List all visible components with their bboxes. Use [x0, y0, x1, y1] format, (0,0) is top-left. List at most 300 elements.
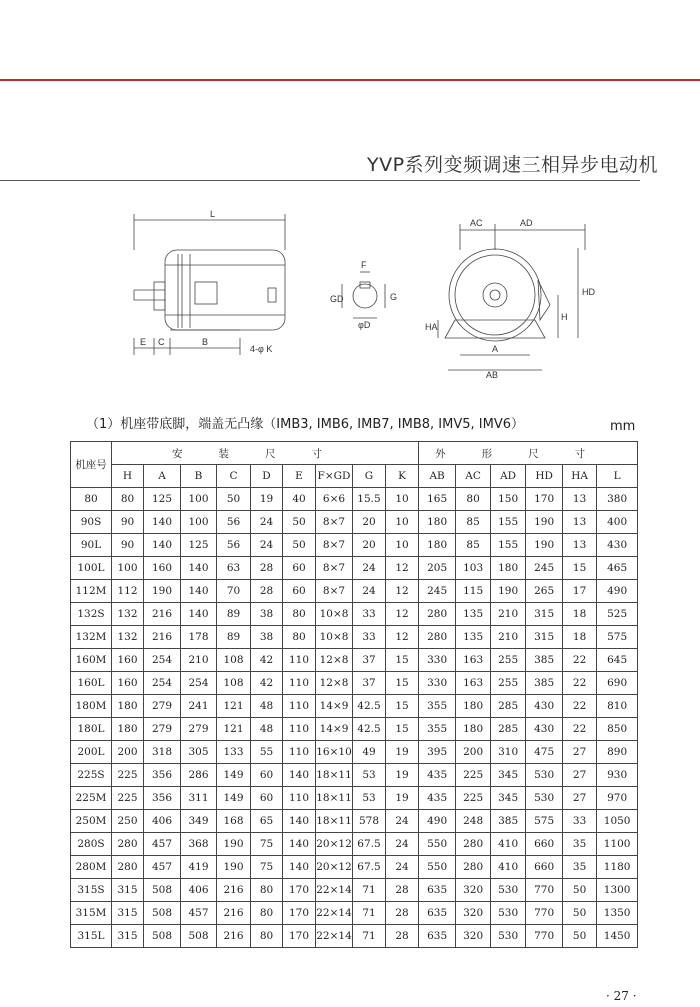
table-cell: 50: [283, 511, 316, 534]
table-cell: 37: [353, 672, 386, 695]
table-cell: 508: [144, 925, 181, 948]
dim-C: C: [158, 337, 165, 347]
table-cell: 18×11: [316, 787, 353, 810]
table-cell: 255: [491, 672, 526, 695]
column-header: B: [181, 465, 217, 488]
table-cell: 140: [181, 557, 217, 580]
table-cell: 12: [386, 557, 419, 580]
table-cell: 430: [597, 534, 638, 557]
table-cell: 20×12: [316, 856, 353, 879]
table-cell: 210: [491, 626, 526, 649]
table-cell: 355: [419, 695, 456, 718]
table-group-header-row: [71, 442, 638, 465]
table-cell: 15: [386, 718, 419, 741]
table-cell: 635: [419, 879, 456, 902]
table-cell: 330: [419, 672, 456, 695]
table-cell: 13: [563, 488, 597, 511]
table-cell: 318: [144, 741, 181, 764]
dim-GD: GD: [330, 294, 344, 304]
table-cell: 90: [112, 511, 144, 534]
table-cell: 254: [181, 672, 217, 695]
table-cell: 12: [386, 580, 419, 603]
table-cell: 67.5: [353, 833, 386, 856]
table-cell: 49: [353, 741, 386, 764]
table-cell: 22: [563, 649, 597, 672]
table-cell: 27: [563, 741, 597, 764]
table-cell: 550: [419, 856, 456, 879]
table-cell: 24: [251, 534, 283, 557]
column-header: HD: [526, 465, 563, 488]
table-cell: 475: [526, 741, 563, 764]
frame-size-cell: 80: [71, 488, 112, 511]
table-cell: 320: [456, 925, 491, 948]
table-cell: 19: [386, 787, 419, 810]
table-cell: 17: [563, 580, 597, 603]
frame-size-cell: 132S: [71, 603, 112, 626]
table-cell: 100: [112, 557, 144, 580]
table-cell: 24: [353, 580, 386, 603]
table-cell: 345: [491, 764, 526, 787]
table-row: [71, 557, 638, 580]
table-cell: 24: [386, 810, 419, 833]
table-cell: 67.5: [353, 856, 386, 879]
table-cell: 140: [181, 603, 217, 626]
table-cell: 55: [251, 741, 283, 764]
column-header: HA: [563, 465, 597, 488]
table-cell: 80: [456, 488, 491, 511]
table-cell: 110: [283, 741, 316, 764]
dim-G: G: [390, 292, 398, 302]
table-cell: 205: [419, 557, 456, 580]
table-cell: 28: [251, 580, 283, 603]
table-cell: 14×9: [316, 718, 353, 741]
table-cell: 508: [144, 879, 181, 902]
dim-L: L: [210, 210, 216, 219]
frame-size-cell: 315S: [71, 879, 112, 902]
table-cell: 50: [217, 488, 251, 511]
table-cell: 170: [283, 925, 316, 948]
table-cell: 80: [251, 925, 283, 948]
frame-size-cell: 225M: [71, 787, 112, 810]
table-cell: 60: [251, 787, 283, 810]
dim-E: E: [140, 337, 147, 347]
table-cell: 140: [181, 580, 217, 603]
table-cell: 190: [217, 833, 251, 856]
table-cell: 330: [419, 649, 456, 672]
table-body: [71, 488, 638, 948]
table-cell: 22×14: [316, 879, 353, 902]
table-cell: 180: [112, 695, 144, 718]
table-cell: 132: [112, 603, 144, 626]
table-cell: 160: [112, 672, 144, 695]
table-cell: 508: [144, 902, 181, 925]
frame-size-cell: 180L: [71, 718, 112, 741]
column-header: E: [283, 465, 316, 488]
table-cell: 180: [456, 695, 491, 718]
table-cell: 160: [144, 557, 181, 580]
table-cell: 457: [181, 902, 217, 925]
table-cell: 100: [181, 511, 217, 534]
table-cell: 575: [597, 626, 638, 649]
table-row: [71, 787, 638, 810]
column-header: K: [386, 465, 419, 488]
table-cell: 180: [419, 511, 456, 534]
table-cell: 1050: [597, 810, 638, 833]
table-cell: 112: [112, 580, 144, 603]
table-cell: 530: [526, 764, 563, 787]
dim-HD: HD: [582, 287, 595, 297]
table-cell: 22: [563, 718, 597, 741]
table-cell: 770: [526, 925, 563, 948]
table-cell: 108: [217, 649, 251, 672]
table-cell: 103: [456, 557, 491, 580]
table-cell: 60: [283, 580, 316, 603]
table-cell: 60: [251, 764, 283, 787]
table-cell: 70: [217, 580, 251, 603]
table-cell: 35: [563, 833, 597, 856]
table-row: [71, 626, 638, 649]
dim-AD: AD: [520, 218, 533, 228]
column-header: C: [217, 465, 251, 488]
table-cell: 245: [419, 580, 456, 603]
table-cell: 12×8: [316, 672, 353, 695]
dim-AC: AC: [470, 218, 483, 228]
dim-AB: AB: [486, 370, 499, 380]
frame-size-cell: 200L: [71, 741, 112, 764]
column-header: F×GD: [316, 465, 353, 488]
table-cell: 216: [217, 902, 251, 925]
column-header: D: [251, 465, 283, 488]
table-cell: 149: [217, 787, 251, 810]
frame-size-cell: 100L: [71, 557, 112, 580]
table-cell: 216: [217, 879, 251, 902]
table-cell: 1450: [597, 925, 638, 948]
table-cell: 80: [251, 902, 283, 925]
table-column-header-row: [71, 465, 638, 488]
table-cell: 110: [283, 787, 316, 810]
dim-A: A: [492, 344, 499, 354]
table-cell: 140: [283, 856, 316, 879]
table-cell: 24: [386, 833, 419, 856]
table-cell: 349: [181, 810, 217, 833]
table-cell: 38: [251, 626, 283, 649]
table-cell: 160: [112, 649, 144, 672]
table-cell: 33: [563, 810, 597, 833]
table-cell: 65: [251, 810, 283, 833]
table-cell: 155: [491, 511, 526, 534]
table-cell: 24: [353, 557, 386, 580]
table-cell: 22×14: [316, 925, 353, 948]
table-cell: 10×8: [316, 603, 353, 626]
table-cell: 38: [251, 603, 283, 626]
table-cell: 435: [419, 764, 456, 787]
table-cell: 356: [144, 764, 181, 787]
table-cell: 56: [217, 534, 251, 557]
table-cell: 190: [144, 580, 181, 603]
table-cell: 14×9: [316, 695, 353, 718]
table-cell: 368: [181, 833, 217, 856]
table-cell: 33: [353, 603, 386, 626]
table-cell: 180: [419, 534, 456, 557]
table-cell: 410: [491, 833, 526, 856]
table-cell: 163: [456, 672, 491, 695]
table-cell: 279: [144, 718, 181, 741]
dim-H: H: [561, 312, 568, 322]
table-cell: 20: [353, 511, 386, 534]
table-cell: 690: [597, 672, 638, 695]
table-cell: 635: [419, 902, 456, 925]
table-cell: 18: [563, 603, 597, 626]
table-cell: 525: [597, 603, 638, 626]
table-cell: 13: [563, 534, 597, 557]
table-cell: 48: [251, 695, 283, 718]
table-cell: 490: [419, 810, 456, 833]
table-row: [71, 488, 638, 511]
table-cell: 35: [563, 856, 597, 879]
table-cell: 90: [112, 534, 144, 557]
table-cell: 190: [526, 534, 563, 557]
column-header: L: [597, 465, 638, 488]
table-cell: 406: [181, 879, 217, 902]
table-cell: 310: [491, 741, 526, 764]
table-cell: 80: [283, 626, 316, 649]
table-cell: 241: [181, 695, 217, 718]
frame-size-cell: 225S: [71, 764, 112, 787]
table-cell: 575: [526, 810, 563, 833]
top-red-rule: [0, 79, 700, 81]
table-cell: 285: [491, 695, 526, 718]
table-cell: 315: [526, 603, 563, 626]
table-cell: 356: [144, 787, 181, 810]
table-cell: 770: [526, 902, 563, 925]
table-cell: 660: [526, 856, 563, 879]
table-cell: 12: [386, 603, 419, 626]
table-cell: 190: [491, 580, 526, 603]
table-cell: 311: [181, 787, 217, 810]
table-cell: 315: [112, 879, 144, 902]
table-cell: 15: [563, 557, 597, 580]
table-cell: 170: [526, 488, 563, 511]
table-cell: 490: [597, 580, 638, 603]
table-cell: 190: [217, 856, 251, 879]
table-cell: 210: [181, 649, 217, 672]
table-cell: 75: [251, 833, 283, 856]
table-cell: 225: [112, 764, 144, 787]
table-cell: 395: [419, 741, 456, 764]
table-cell: 53: [353, 764, 386, 787]
table-cell: 280: [419, 603, 456, 626]
table-cell: 18×11: [316, 764, 353, 787]
table-cell: 110: [283, 672, 316, 695]
table-row: [71, 879, 638, 902]
table-row: [71, 925, 638, 948]
column-header: AB: [419, 465, 456, 488]
table-cell: 155: [491, 534, 526, 557]
table-cell: 8×7: [316, 511, 353, 534]
table-cell: 279: [144, 695, 181, 718]
table-row: [71, 810, 638, 833]
frame-size-cell: 250M: [71, 810, 112, 833]
column-header: A: [144, 465, 181, 488]
frame-size-cell: 180M: [71, 695, 112, 718]
table-cell: 28: [386, 902, 419, 925]
dim-F: F: [361, 260, 367, 270]
motor-dimension-drawing: [120, 210, 600, 385]
table-cell: 660: [526, 833, 563, 856]
table-cell: 85: [456, 511, 491, 534]
side-view: [134, 214, 285, 355]
table-cell: 110: [283, 649, 316, 672]
table-cell: 42.5: [353, 718, 386, 741]
table-cell: 280: [112, 833, 144, 856]
table-cell: 24: [251, 511, 283, 534]
table-cell: 63: [217, 557, 251, 580]
table-cell: 8×7: [316, 557, 353, 580]
table-cell: 645: [597, 649, 638, 672]
table-cell: 1100: [597, 833, 638, 856]
frame-size-cell: 132M: [71, 626, 112, 649]
table-cell: 71: [353, 925, 386, 948]
table-cell: 121: [217, 718, 251, 741]
table-cell: 225: [112, 787, 144, 810]
table-cell: 115: [456, 580, 491, 603]
frame-size-cell: 315M: [71, 902, 112, 925]
table-cell: 42: [251, 672, 283, 695]
table-cell: 286: [181, 764, 217, 787]
table-cell: 75: [251, 856, 283, 879]
table-cell: 200: [456, 741, 491, 764]
front-view: [438, 224, 585, 370]
frame-size-cell: 280S: [71, 833, 112, 856]
table-cell: 110: [283, 718, 316, 741]
table-cell: 19: [386, 741, 419, 764]
table-cell: 245: [526, 557, 563, 580]
table-cell: 50: [283, 534, 316, 557]
table-cell: 140: [144, 511, 181, 534]
table-cell: 10×8: [316, 626, 353, 649]
table-cell: 42.5: [353, 695, 386, 718]
column-header: AD: [491, 465, 526, 488]
table-cell: 12×8: [316, 649, 353, 672]
table-cell: 150: [491, 488, 526, 511]
table-cell: 406: [144, 810, 181, 833]
table-cell: 50: [563, 902, 597, 925]
table-cell: 400: [597, 511, 638, 534]
table-cell: 279: [181, 718, 217, 741]
header-divider: [0, 180, 640, 181]
table-cell: 22×14: [316, 902, 353, 925]
table-cell: 80: [112, 488, 144, 511]
table-cell: 12: [386, 626, 419, 649]
table-cell: 457: [144, 833, 181, 856]
table-cell: 33: [353, 626, 386, 649]
table-row: [71, 511, 638, 534]
table-cell: 457: [144, 856, 181, 879]
table-cell: 140: [144, 534, 181, 557]
table-cell: 22: [563, 672, 597, 695]
table-cell: 265: [526, 580, 563, 603]
table-cell: 15.5: [353, 488, 386, 511]
table-cell: 320: [456, 902, 491, 925]
table-cell: 22: [563, 695, 597, 718]
column-header: AC: [456, 465, 491, 488]
table-cell: 225: [456, 787, 491, 810]
table-cell: 168: [217, 810, 251, 833]
table-cell: 89: [217, 603, 251, 626]
table-cell: 42: [251, 649, 283, 672]
table-cell: 770: [526, 879, 563, 902]
table-cell: 16×10: [316, 741, 353, 764]
table-cell: 578: [353, 810, 386, 833]
table-cell: 140: [283, 833, 316, 856]
table-cell: 345: [491, 787, 526, 810]
dim-HA: HA: [425, 322, 438, 332]
frame-size-cell: 90S: [71, 511, 112, 534]
table-cell: 27: [563, 787, 597, 810]
table-cell: 419: [181, 856, 217, 879]
table-cell: 48: [251, 718, 283, 741]
table-cell: 50: [563, 879, 597, 902]
table-cell: 280: [456, 833, 491, 856]
frame-size-cell: 90L: [71, 534, 112, 557]
table-cell: 140: [283, 764, 316, 787]
table-cell: 60: [283, 557, 316, 580]
table-cell: 190: [526, 511, 563, 534]
table-cell: 530: [491, 879, 526, 902]
table-cell: 280: [419, 626, 456, 649]
table-cell: 163: [456, 649, 491, 672]
unit-label: mm: [610, 419, 636, 434]
table-cell: 89: [217, 626, 251, 649]
table-cell: 315: [112, 925, 144, 948]
table-cell: 132: [112, 626, 144, 649]
table-cell: 178: [181, 626, 217, 649]
table-cell: 315: [526, 626, 563, 649]
table-row: [71, 833, 638, 856]
table-cell: 108: [217, 672, 251, 695]
table-cell: 248: [456, 810, 491, 833]
table-row: [71, 695, 638, 718]
table-cell: 28: [251, 557, 283, 580]
frame-size-cell: 280M: [71, 856, 112, 879]
dim-B: B: [202, 337, 209, 347]
table-cell: 285: [491, 718, 526, 741]
table-cell: 810: [597, 695, 638, 718]
table-cell: 18×11: [316, 810, 353, 833]
table-cell: 380: [597, 488, 638, 511]
frame-size-cell: 315L: [71, 925, 112, 948]
table-cell: 80: [283, 603, 316, 626]
table-cell: 435: [419, 787, 456, 810]
table-cell: 85: [456, 534, 491, 557]
table-cell: 550: [419, 833, 456, 856]
table-cell: 1180: [597, 856, 638, 879]
table-cell: 530: [491, 902, 526, 925]
table-cell: 125: [144, 488, 181, 511]
table-cell: 355: [419, 718, 456, 741]
table-cell: 8×7: [316, 580, 353, 603]
table-cell: 53: [353, 787, 386, 810]
frame-size-cell: 160L: [71, 672, 112, 695]
table-row: [71, 672, 638, 695]
table-cell: 20×12: [316, 833, 353, 856]
table-row: [71, 580, 638, 603]
table-cell: 170: [283, 879, 316, 902]
dimension-table: [70, 441, 638, 948]
table-cell: 635: [419, 925, 456, 948]
table-cell: 110: [283, 695, 316, 718]
table-cell: 125: [181, 534, 217, 557]
